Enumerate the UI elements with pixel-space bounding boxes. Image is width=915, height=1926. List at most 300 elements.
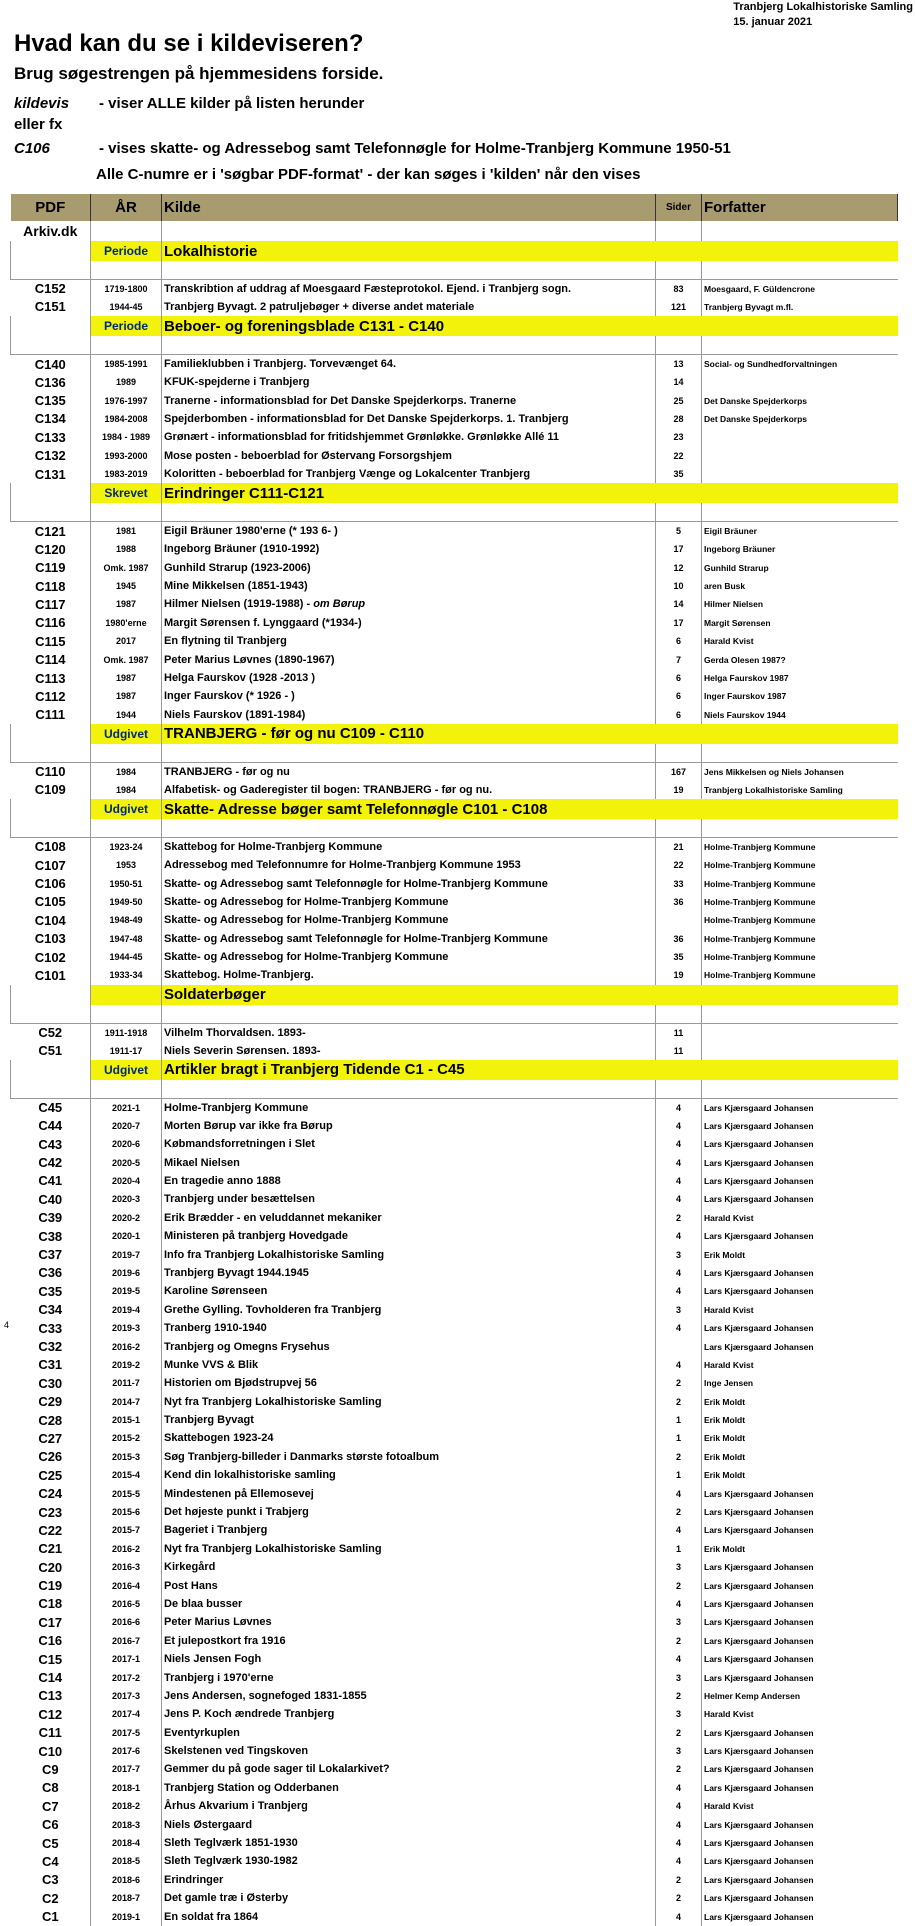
pdf-code-link[interactable]: C24	[38, 1486, 63, 1502]
pdf-code-link[interactable]: C40	[38, 1191, 63, 1207]
year-cell: 2019-2	[91, 1356, 162, 1374]
pdf-code-link[interactable]: C38	[38, 1228, 63, 1244]
pdf-code-link[interactable]: C36	[38, 1265, 63, 1281]
year-cell: 2018-4	[91, 1834, 162, 1852]
source-cell: Tranberg 1910-1940	[162, 1319, 656, 1337]
pdf-code-link[interactable]: C29	[38, 1394, 63, 1410]
pages-cell	[656, 1337, 702, 1355]
source-cell: En tragedie anno 1888	[162, 1172, 656, 1190]
author-cell: Lars Kjærsgaard Johansen	[702, 1632, 898, 1650]
pdf-code-link[interactable]: C106	[34, 876, 66, 892]
pdf-code-link[interactable]: C13	[38, 1688, 63, 1704]
year-cell: 2011-7	[91, 1374, 162, 1392]
pages-cell: 33	[656, 874, 702, 892]
year-cell: 2015-7	[91, 1521, 162, 1539]
source-cell: Historien om Bjødstrupvej 56	[162, 1374, 656, 1392]
pdf-code-link[interactable]: C108	[11, 838, 91, 856]
table-row	[11, 298, 898, 316]
margin-mark: 4	[4, 1320, 10, 1330]
col-header-year: ÅR	[91, 194, 162, 221]
year-cell: 2019-3	[91, 1319, 162, 1337]
year-cell: 2020-3	[91, 1190, 162, 1208]
year-cell: 1988	[91, 540, 162, 558]
pdf-code-link[interactable]: C140	[11, 355, 91, 373]
author-cell: Holme-Tranbjerg Kommune	[702, 838, 898, 856]
table-row	[11, 391, 898, 409]
table-row	[11, 1668, 898, 1686]
gap-cell	[11, 1080, 91, 1098]
author-cell: Lars Kjærsgaard Johansen	[702, 1907, 898, 1925]
author-cell: Lars Kjærsgaard Johansen	[702, 1889, 898, 1907]
pdf-code-link[interactable]: C15	[38, 1651, 63, 1667]
source-cell: Munke VVS & Blik	[162, 1356, 656, 1374]
source-cell: KFUK-spejderne i Tranbjerg	[162, 373, 656, 391]
source-cell: Niels Jensen Fogh	[162, 1650, 656, 1668]
pages-cell: 1	[656, 1466, 702, 1484]
section-gap	[11, 1080, 898, 1098]
source-cell: Adressebog med Telefonnumre for Holme-Tranbjerg Kommune 1953	[162, 856, 656, 874]
pdf-code-link[interactable]: C107	[34, 857, 66, 873]
pdf-code-link[interactable]: C27	[38, 1430, 63, 1446]
table-row	[11, 355, 898, 373]
source-cell: Skatte- og Adressebog for Holme-Tranbjerg Kommune	[162, 893, 656, 911]
table-row	[11, 1190, 898, 1208]
author-cell: Lars Kjærsgaard Johansen	[702, 1576, 898, 1594]
pdf-code-link[interactable]: C131	[34, 466, 66, 482]
author-cell	[702, 428, 898, 446]
author-cell	[702, 447, 898, 465]
pdf-code-link[interactable]: C30	[38, 1375, 63, 1391]
table-row	[11, 1687, 898, 1705]
table-row	[11, 1613, 898, 1631]
year-cell: 2015-5	[91, 1484, 162, 1502]
pdf-code-link[interactable]: C109	[34, 782, 66, 798]
table-row	[11, 373, 898, 391]
pdf-code-link[interactable]: C111	[35, 707, 66, 723]
year-cell: 2020-1	[91, 1227, 162, 1245]
source-cell: Skattebogen 1923-24	[162, 1429, 656, 1447]
table-row	[11, 966, 898, 984]
table-row	[11, 1282, 898, 1300]
pages-cell: 3	[656, 1705, 702, 1723]
pdf-code-link[interactable]: C19	[38, 1578, 63, 1594]
section-spacer	[11, 241, 91, 261]
pdf-code-link[interactable]: C134	[34, 411, 66, 427]
pdf-code-link[interactable]: C31	[38, 1357, 63, 1373]
pages-cell: 22	[656, 856, 702, 874]
pdf-code-link[interactable]: C6	[41, 1817, 59, 1833]
table-row	[11, 1650, 898, 1668]
pdf-code-link[interactable]: C10	[38, 1743, 63, 1759]
table-row	[11, 1907, 898, 1925]
table-row	[11, 1540, 898, 1558]
year-cell: 2015-4	[91, 1466, 162, 1484]
year-cell: 2016-6	[91, 1613, 162, 1631]
source-cell: Post Hans	[162, 1576, 656, 1594]
pdf-code-link[interactable]: C115	[35, 633, 66, 649]
year-cell: 2019-6	[91, 1264, 162, 1282]
pdf-code-link[interactable]: C113	[35, 670, 66, 686]
table-row	[11, 1503, 898, 1521]
source-cell: Mine Mikkelsen (1851-1943)	[162, 577, 656, 595]
pdf-code-link[interactable]: C152	[11, 279, 91, 297]
pdf-code-link[interactable]: C32	[38, 1339, 63, 1354]
table-row	[11, 1356, 898, 1374]
author-cell: Harald Kvist	[702, 1301, 898, 1319]
pdf-code-link[interactable]: C52	[11, 1023, 91, 1041]
pdf-code-link[interactable]: C21	[38, 1541, 63, 1557]
table-row	[11, 1815, 898, 1833]
pdf-code-link[interactable]: C23	[38, 1504, 63, 1520]
section-gap	[11, 336, 898, 354]
pdf-code-link[interactable]: C8	[41, 1780, 59, 1796]
section-gap	[11, 503, 898, 521]
pdf-code-link[interactable]: C116	[35, 615, 66, 631]
year-cell: 1976-1997	[91, 391, 162, 409]
pages-cell: 4	[656, 1595, 702, 1613]
source-cell: Mose posten - beboerblad for Østervang Forsorgshjem	[162, 447, 656, 465]
arkiv-label[interactable]: Arkiv.dk	[23, 223, 78, 239]
source-cell: Jens P. Koch ændrede Tranbjerg	[162, 1705, 656, 1723]
legend-key: C106	[14, 140, 50, 157]
table-row	[11, 1227, 898, 1245]
gap-cell	[11, 1005, 91, 1023]
gap-cell	[11, 261, 91, 279]
section-name: Erindringer C111-C121	[162, 483, 898, 503]
gap-cell	[91, 1005, 162, 1023]
pdf-code-link[interactable]: C11	[38, 1725, 62, 1741]
table-row	[11, 1595, 898, 1613]
year-cell: 2015-6	[91, 1503, 162, 1521]
author-cell: Lars Kjærsgaard Johansen	[702, 1319, 898, 1337]
author-cell: Lars Kjærsgaard Johansen	[702, 1852, 898, 1870]
pages-cell: 4	[656, 1153, 702, 1171]
pdf-code-link[interactable]: C17	[38, 1614, 63, 1630]
author-cell: Erik Moldt	[702, 1245, 898, 1263]
gap-cell	[656, 336, 702, 354]
year-cell: 2017-4	[91, 1705, 162, 1723]
pages-cell: 11	[656, 1023, 702, 1041]
table-row	[11, 1301, 898, 1319]
source-cell: En flytning til Tranbjerg	[162, 632, 656, 650]
pages-cell: 1	[656, 1411, 702, 1429]
col-header-pdf: PDF	[11, 194, 91, 221]
table-row	[11, 1705, 898, 1723]
year-cell: 2017	[91, 632, 162, 650]
gap-cell	[702, 1080, 898, 1098]
pdf-code-link[interactable]: C2	[41, 1890, 59, 1906]
table-row	[11, 838, 898, 856]
author-cell: Holme-Tranbjerg Kommune	[702, 948, 898, 966]
table-row	[11, 1429, 898, 1447]
pdf-code-link[interactable]: C135	[34, 393, 66, 409]
pdf-code-link[interactable]: C34	[38, 1302, 63, 1318]
pdf-code-link[interactable]: C132	[34, 448, 66, 464]
source-cell: Tranbjerg Station og Odderbanen	[162, 1779, 656, 1797]
author-cell: Gerda Olesen 1987?	[702, 650, 898, 668]
source-cell: Peter Marius Løvnes	[162, 1613, 656, 1631]
pdf-code-link[interactable]: C112	[35, 688, 66, 704]
table-row	[11, 911, 898, 929]
pdf-code-link[interactable]: C22	[38, 1522, 63, 1538]
gap-cell	[91, 336, 162, 354]
year-cell: 2018-2	[91, 1797, 162, 1815]
year-cell: 1933-34	[91, 966, 162, 984]
year-cell: 1719-1800	[91, 279, 162, 297]
table-row	[11, 781, 898, 799]
author-cell: Jens Mikkelsen og Niels Johansen	[702, 762, 898, 780]
pages-cell: 3	[656, 1742, 702, 1760]
pdf-code-link[interactable]: C7	[41, 1798, 59, 1814]
pdf-code-link[interactable]: C45	[11, 1098, 91, 1116]
year-cell: 1980'erne	[91, 614, 162, 632]
pdf-code-link[interactable]: C37	[38, 1247, 63, 1263]
year-cell: 2016-4	[91, 1576, 162, 1594]
pdf-code-link[interactable]: C44	[38, 1118, 63, 1134]
year-cell: 2018-6	[91, 1871, 162, 1889]
pdf-code-link[interactable]: C102	[34, 949, 66, 965]
legend-row	[14, 95, 364, 112]
gap-cell	[162, 503, 656, 521]
pages-cell: 25	[656, 391, 702, 409]
source-cell: Søg Tranbjerg-billeder i Danmarks største fotoalbum	[162, 1448, 656, 1466]
gap-cell	[656, 1005, 702, 1023]
section-name: Beboer- og foreningsblade C131 - C140	[162, 316, 898, 336]
pages-cell: 83	[656, 279, 702, 297]
table-row	[11, 1889, 898, 1907]
pages-cell: 10	[656, 577, 702, 595]
section-label: Udgivet	[91, 1060, 162, 1080]
section-gap	[11, 1005, 898, 1023]
author-cell: Lars Kjærsgaard Johansen	[702, 1282, 898, 1300]
section-spacer	[11, 483, 91, 503]
pdf-code-link[interactable]: C35	[38, 1283, 63, 1299]
author-cell: Gunhild Strarup	[702, 558, 898, 576]
section-label: Periode	[91, 241, 162, 261]
pages-cell: 5	[656, 522, 702, 540]
table-row	[11, 1742, 898, 1760]
table-row	[11, 1264, 898, 1282]
source-cell: Mikael Nielsen	[162, 1153, 656, 1171]
pages-cell: 2	[656, 1374, 702, 1392]
year-cell: 2016-7	[91, 1632, 162, 1650]
pdf-code-link[interactable]: C110	[11, 762, 91, 780]
pages-cell: 4	[656, 1264, 702, 1282]
pages-cell: 35	[656, 465, 702, 483]
gap-cell	[656, 503, 702, 521]
pdf-code-link[interactable]: C18	[38, 1596, 63, 1612]
page-title: Hvad kan du se i kildeviseren?	[14, 30, 364, 57]
year-cell: 2020-4	[91, 1172, 162, 1190]
pdf-code-link[interactable]: C26	[38, 1449, 63, 1465]
source-table	[10, 194, 898, 1926]
source-cell: Nyt fra Tranbjerg Lokalhistoriske Samling	[162, 1392, 656, 1410]
pdf-code-link[interactable]: C136	[34, 374, 66, 390]
pdf-code-link[interactable]: C101	[34, 967, 66, 983]
pdf-code-link[interactable]: C39	[38, 1210, 63, 1226]
author-cell: Harald Kvist	[702, 1356, 898, 1374]
author-cell: Ingeborg Bräuner	[702, 540, 898, 558]
table-row	[11, 1484, 898, 1502]
source-cell: Det gamle træ i Østerby	[162, 1889, 656, 1907]
author-cell: Niels Faurskov 1944	[702, 706, 898, 724]
table-row	[11, 687, 898, 705]
source-cell: Koloritten - beboerblad for Tranbjerg Vænge og Lokalcenter Tranbjerg	[162, 465, 656, 483]
source-cell: Tranbjerg Byvagt	[162, 1411, 656, 1429]
org-header	[733, 0, 913, 30]
section-header-row	[11, 724, 898, 744]
source-cell: Info fra Tranbjerg Lokalhistoriske Samling	[162, 1245, 656, 1263]
pages-cell: 6	[656, 687, 702, 705]
source-cell: En soldat fra 1864	[162, 1907, 656, 1925]
pdf-code-link[interactable]: C119	[35, 560, 66, 576]
source-cell: Hilmer Nielsen (1919-1988) - om Børup	[162, 595, 656, 613]
pages-cell: 4	[656, 1135, 702, 1153]
pages-cell: 12	[656, 558, 702, 576]
pdf-code-link[interactable]: C104	[34, 912, 66, 928]
year-cell: 2017-6	[91, 1742, 162, 1760]
gap-cell	[702, 261, 898, 279]
pdf-code-link[interactable]: C41	[38, 1173, 63, 1189]
pdf-code-link[interactable]: C14	[38, 1670, 63, 1686]
pages-cell: 4	[656, 1650, 702, 1668]
table-row	[11, 1172, 898, 1190]
pdf-code-link[interactable]: C3	[41, 1872, 59, 1888]
pages-cell: 21	[656, 838, 702, 856]
pdf-code-link[interactable]: C114	[35, 652, 66, 668]
year-cell: 2017-7	[91, 1760, 162, 1778]
table-row	[11, 650, 898, 668]
pdf-code-link[interactable]: C120	[34, 541, 66, 557]
author-cell: Helmer Kemp Andersen	[702, 1687, 898, 1705]
pdf-code-link[interactable]: C9	[41, 1761, 59, 1777]
year-cell: 2021-1	[91, 1098, 162, 1116]
table-row	[11, 1117, 898, 1135]
pdf-code-link[interactable]: C121	[11, 522, 91, 540]
table-row	[11, 1779, 898, 1797]
year-cell: 2014-7	[91, 1392, 162, 1410]
pdf-code-link[interactable]: C25	[38, 1467, 63, 1483]
pages-cell	[656, 911, 702, 929]
pdf-code-link[interactable]: C105	[34, 894, 66, 910]
pages-cell: 1	[656, 1540, 702, 1558]
author-cell: Lars Kjærsgaard Johansen	[702, 1153, 898, 1171]
author-cell: Inge Jensen	[702, 1374, 898, 1392]
source-cell: Gunhild Strarup (1923-2006)	[162, 558, 656, 576]
author-cell: Lars Kjærsgaard Johansen	[702, 1172, 898, 1190]
table-row	[11, 577, 898, 595]
pdf-code-link[interactable]: C12	[38, 1706, 63, 1722]
pages-cell: 4	[656, 1227, 702, 1245]
pdf-code-link[interactable]: C103	[34, 931, 66, 947]
pdf-code-link[interactable]: C33	[38, 1320, 63, 1336]
year-cell: 1944-45	[91, 298, 162, 316]
source-cell: Familieklubben i Tranbjerg. Torvevænget 64.	[162, 355, 656, 373]
author-cell: Eigil Bräuner	[702, 522, 898, 540]
pages-cell: 2	[656, 1889, 702, 1907]
pdf-code-link[interactable]: C5	[41, 1835, 59, 1851]
pdf-code-link[interactable]: C20	[38, 1559, 63, 1575]
year-cell: 1945	[91, 577, 162, 595]
source-cell: Bageriet i Tranbjerg	[162, 1521, 656, 1539]
year-cell: 1948-49	[91, 911, 162, 929]
pages-cell: 3	[656, 1613, 702, 1631]
pages-cell: 3	[656, 1558, 702, 1576]
gap-cell	[656, 744, 702, 762]
table-row	[11, 447, 898, 465]
year-cell: 2016-2	[91, 1337, 162, 1355]
source-cell: Kirkegård	[162, 1558, 656, 1576]
col-header-pages: Sider	[656, 194, 702, 221]
gap-cell	[162, 1005, 656, 1023]
pages-cell: 13	[656, 355, 702, 373]
source-cell: Tranbjerg Byvagt 1944.1945	[162, 1264, 656, 1282]
section-header-row	[11, 316, 898, 336]
source-cell: Skattebog. Holme-Tranbjerg.	[162, 966, 656, 984]
table-row	[11, 1797, 898, 1815]
source-cell: Skatte- og Adressebog samt Telefonnøgle for Holme-Tranbjerg Kommune	[162, 930, 656, 948]
author-cell: Lars Kjærsgaard Johansen	[702, 1779, 898, 1797]
pdf-code-link[interactable]: C133	[34, 429, 66, 445]
source-cell: Vilhelm Thorvaldsen. 1893-	[162, 1023, 656, 1041]
table-row	[11, 1023, 898, 1041]
table-row	[11, 1466, 898, 1484]
year-cell: 1993-2000	[91, 447, 162, 465]
section-label	[91, 985, 162, 1005]
pages-cell: 4	[656, 1172, 702, 1190]
pages-cell: 4	[656, 1907, 702, 1925]
pdf-code-link[interactable]: C51	[38, 1043, 63, 1059]
pages-cell: 4	[656, 1282, 702, 1300]
format-note: Alle C-numre er i 'søgbar PDF-format' - der kan søges i 'kilden' når den vises	[96, 166, 641, 183]
pages-cell: 3	[656, 1668, 702, 1686]
pages-cell: 23	[656, 428, 702, 446]
pdf-code-link[interactable]: C1	[41, 1909, 59, 1925]
pdf-code-link[interactable]: C43	[38, 1136, 63, 1152]
pdf-code-link[interactable]: C117	[35, 596, 66, 612]
pdf-code-link[interactable]: C42	[38, 1155, 63, 1171]
pages-cell: 4	[656, 1117, 702, 1135]
author-cell: Lars Kjærsgaard Johansen	[702, 1117, 898, 1135]
pdf-code-link[interactable]: C151	[34, 299, 66, 315]
pdf-code-link[interactable]: C118	[35, 578, 66, 594]
table-row	[11, 540, 898, 558]
author-cell: Lars Kjærsgaard Johansen	[702, 1668, 898, 1686]
pdf-code-link[interactable]: C16	[38, 1633, 63, 1649]
year-cell: 1911-1918	[91, 1023, 162, 1041]
author-cell: Erik Moldt	[702, 1448, 898, 1466]
gap-cell	[702, 819, 898, 837]
source-cell: Århus Akvarium i Tranbjerg	[162, 1797, 656, 1815]
author-cell: Lars Kjærsgaard Johansen	[702, 1098, 898, 1116]
author-cell: Lars Kjærsgaard Johansen	[702, 1558, 898, 1576]
source-cell: Ingeborg Bräuner (1910-1992)	[162, 540, 656, 558]
section-spacer	[11, 799, 91, 819]
pdf-code-link[interactable]: C4	[41, 1853, 59, 1869]
table-row	[11, 428, 898, 446]
year-cell: 2019-5	[91, 1282, 162, 1300]
pages-cell: 19	[656, 966, 702, 984]
source-cell: Niels Faurskov (1891-1984)	[162, 706, 656, 724]
author-cell: Erik Moldt	[702, 1540, 898, 1558]
author-cell	[702, 373, 898, 391]
pdf-code-link[interactable]: C28	[38, 1412, 63, 1428]
section-spacer	[11, 316, 91, 336]
author-cell: Lars Kjærsgaard Johansen	[702, 1337, 898, 1355]
author-cell: Moesgaard, F. Güldencrone	[702, 279, 898, 297]
section-header-row	[11, 241, 898, 261]
pages-cell: 17	[656, 540, 702, 558]
